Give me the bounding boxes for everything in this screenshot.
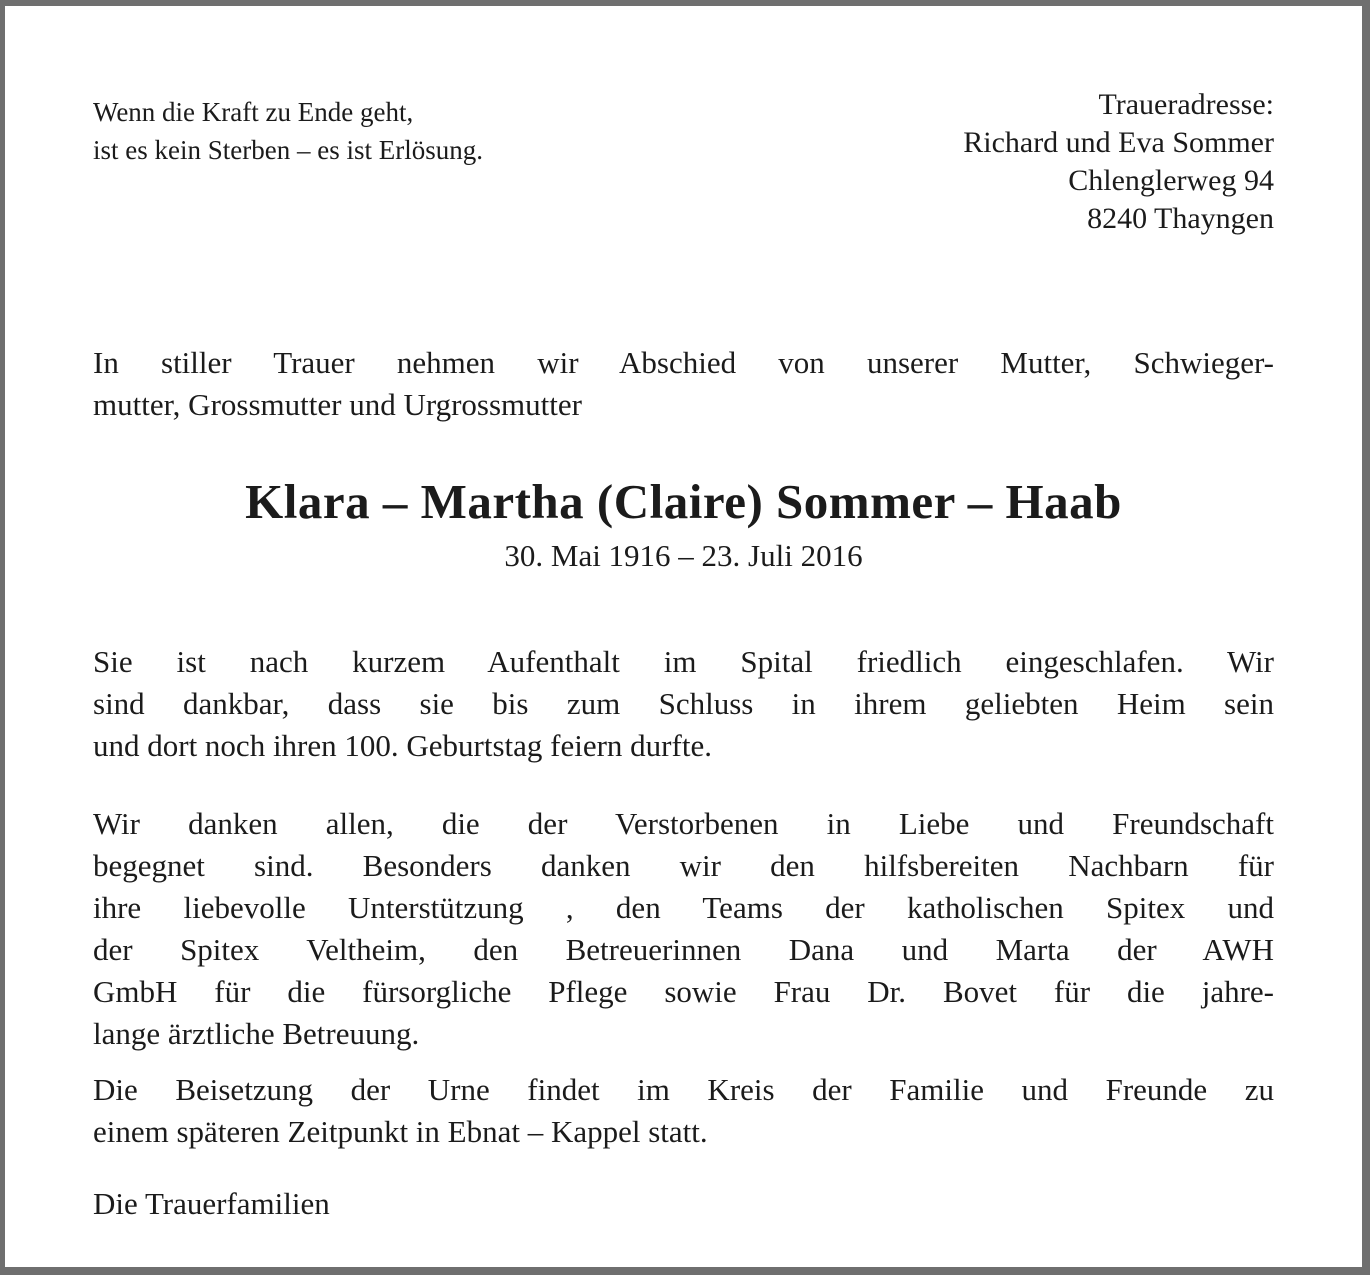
mourning-address: [963, 86, 1274, 238]
text-line: GmbH für die fürsorgliche Pflege sowie Frau Dr. Bovet für die jahre-: [93, 974, 1274, 1009]
text-line: mutter, Grossmutter und Urgrossmutter: [93, 387, 582, 422]
intro-paragraph: [93, 342, 1274, 426]
text-line: begegnet sind. Besonders danken wir den hilfsbereiten Nachbarn für: [93, 848, 1274, 883]
text-line: 8240 Thayngen: [1087, 202, 1274, 235]
text-line: einem späteren Zeitpunkt in Ebnat – Kappel statt.: [93, 1114, 708, 1149]
text-line: Chlenglerweg 94: [1068, 164, 1274, 197]
text-line: ist es kein Sterben – es ist Erlösung.: [93, 135, 483, 165]
text-line: Wir danken allen, die der Verstorbenen in Liebe und Freundschaft: [93, 806, 1274, 841]
text-line: der Spitex Veltheim, den Betreuerinnen Dana und Marta der AWH: [93, 932, 1274, 967]
text-line: und dort noch ihren 100. Geburtstag feiern durfte.: [93, 728, 712, 763]
text-line: ihre liebevolle Unterstützung , den Teams der katholischen Spitex und: [93, 890, 1274, 925]
mourning-address-title: Traueradresse:: [1098, 88, 1274, 121]
paragraph-death: [93, 641, 1274, 767]
text-line: lange ärztliche Betreuung.: [93, 1016, 420, 1051]
text-line: Richard und Eva Sommer: [963, 126, 1274, 159]
text-line: Wenn die Kraft zu Ende geht,: [93, 97, 414, 127]
death-notice-page: [5, 6, 1362, 1267]
text-line: In stiller Trauer nehmen wir Abschied von unserer Mutter, Schwieger-: [93, 345, 1274, 380]
header: [93, 86, 1274, 238]
life-dates: 30. Mai 1916 – 23. Juli 2016: [504, 538, 863, 573]
deceased-name: Klara – Martha (Claire) Sommer – Haab: [245, 474, 1122, 529]
memorial-quote: [93, 93, 483, 169]
text-line: Sie ist nach kurzem Aufenthalt im Spital friedlich eingeschlafen. Wir: [93, 644, 1274, 679]
paragraph-burial: [93, 1069, 1274, 1153]
text-line: Die Beisetzung der Urne findet im Kreis der Familie und Freunde zu: [93, 1072, 1274, 1107]
paragraph-thanks: [93, 803, 1274, 1055]
signature: Die Trauerfamilien: [93, 1186, 330, 1221]
text-line: sind dankbar, dass sie bis zum Schluss in ihrem geliebten Heim sein: [93, 686, 1274, 721]
